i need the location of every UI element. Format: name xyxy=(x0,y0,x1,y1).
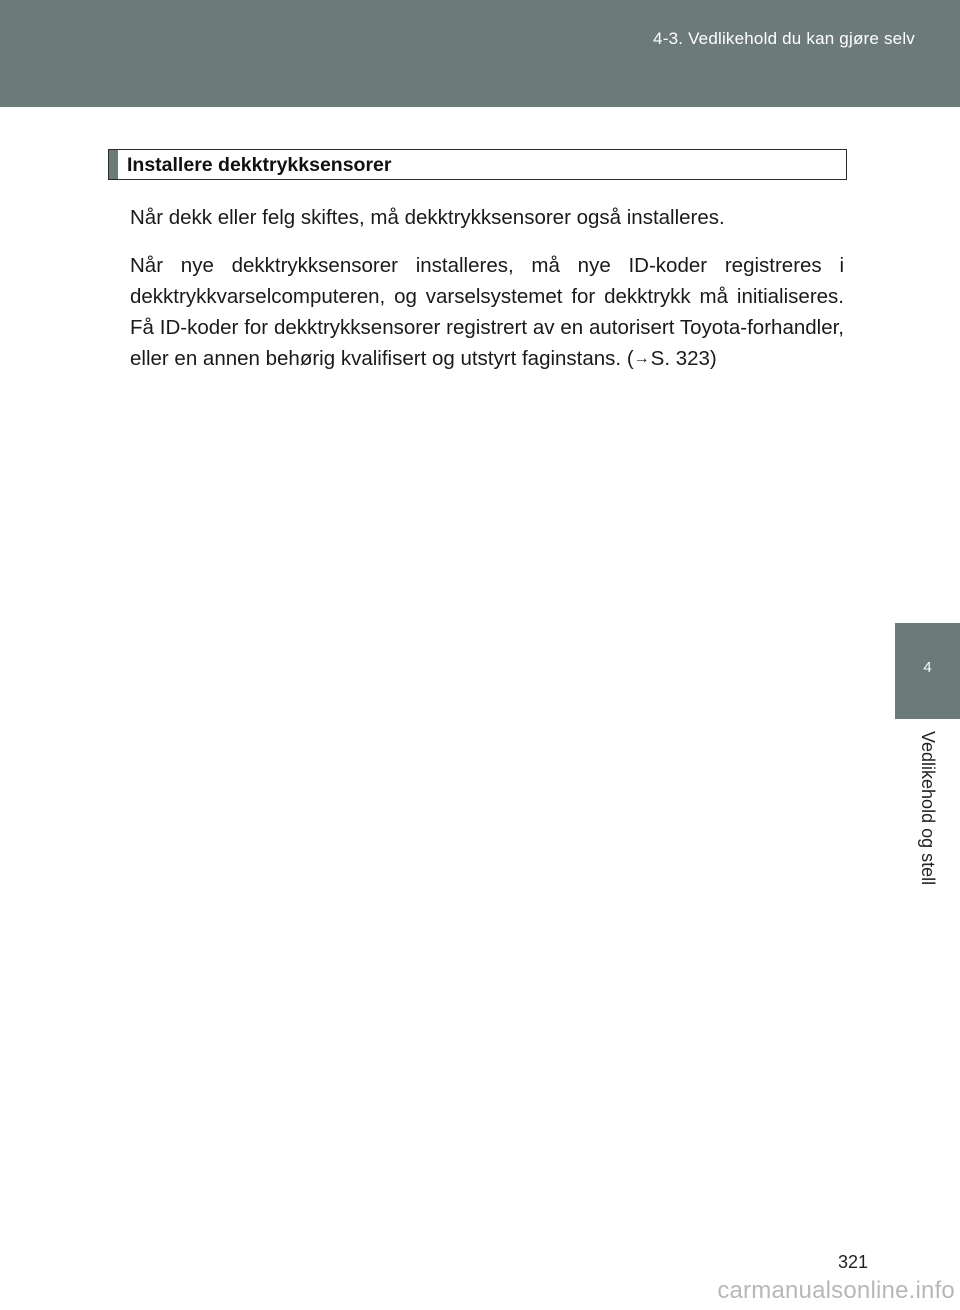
page-reference-link[interactable]: S. 323) xyxy=(650,347,717,370)
chapter-label-wrap xyxy=(914,731,940,931)
page-number: 321 xyxy=(837,1252,868,1272)
header-band xyxy=(0,0,960,107)
chapter-number: 4 xyxy=(923,659,932,676)
paragraph-2 xyxy=(130,250,844,376)
subsection-title: Installere dekktrykksensorer xyxy=(127,154,392,176)
subsection-heading xyxy=(108,149,847,180)
heading-accent-bar xyxy=(109,150,118,179)
paragraph-2-text: Når nye dekktrykksensorer installeres, må nye ID-koder registreres i dekktrykkvarselcomputeren, og varselsystemet for dekktrykk må initialiseres. Få ID-koder for dekktrykksensorer registrert av en autorisert Toyota-forhandler, eller en annen behørig kvalifisert og utstyrt faginstans. ( xyxy=(130,254,844,370)
watermark: carmanualsonline.info xyxy=(717,1277,955,1304)
paragraph-1: Når dekk eller felg skiftes, må dekktrykksensorer også installeres. xyxy=(130,206,725,229)
chapter-label: Vedlikehold og stell xyxy=(918,731,938,886)
chapter-label-tab xyxy=(895,723,960,1113)
chapter-tab xyxy=(895,623,960,719)
section-title: 4-3. Vedlikehold du kan gjøre selv xyxy=(653,29,915,48)
arrow-right-icon: → xyxy=(633,350,650,367)
